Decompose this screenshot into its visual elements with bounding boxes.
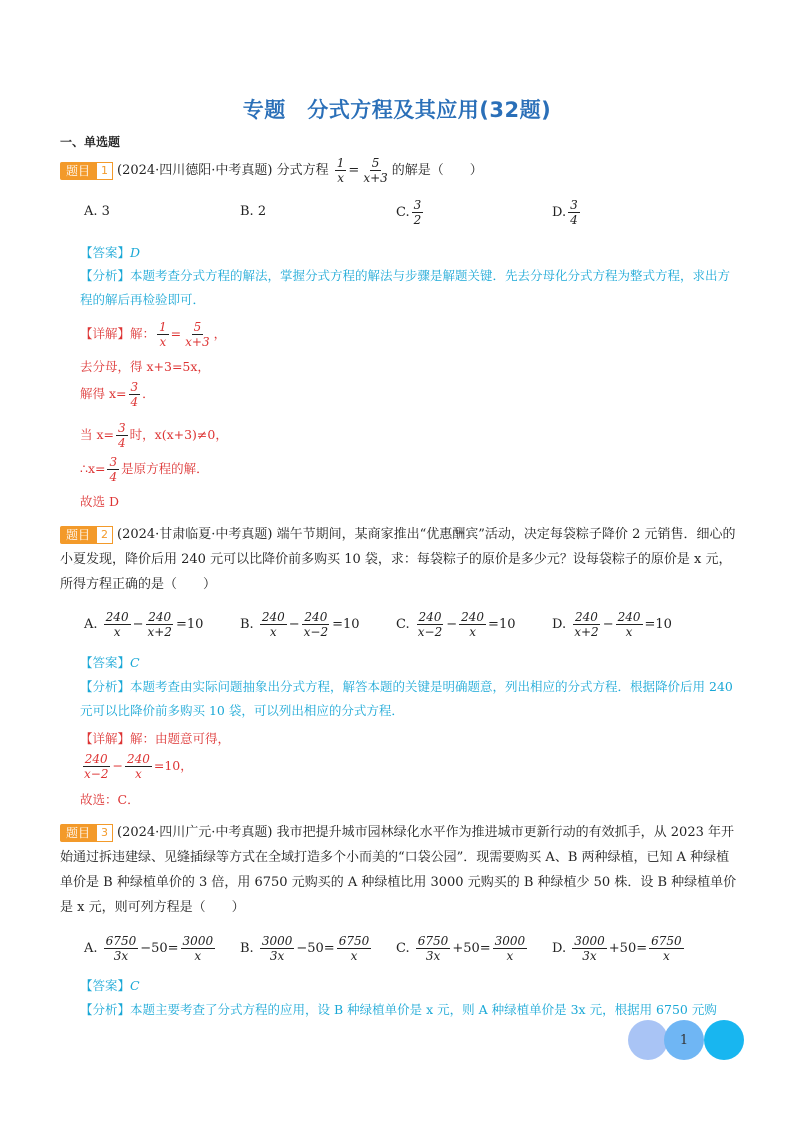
question-1-analysis: 【分析】本题考查分式方程的解法，掌握分式方程的解法与步骤是解题关键．先去分母化分式方程为整式方程，求出方程的解后再检验即可．	[80, 268, 731, 307]
question-2-stem	[60, 522, 740, 597]
fraction: $\frac{1}{x}$	[336, 156, 345, 185]
option-b[interactable]: B. $\frac{240}{x}$ − $\frac{240}{x-2}$ =10	[240, 610, 360, 639]
question-2-detail-line1: 【详解】解：由题意可得，	[80, 731, 231, 746]
question-number: 1	[96, 162, 113, 180]
page-number: 1	[664, 1020, 704, 1060]
question-2-answer: 【答案】C	[80, 655, 140, 670]
stem-text: (2024·四川广元·中考真题) 我市把提升城市园林绿化水平作为推进城市更新行动的有效抓手，从 2023 年开始通过拆违建绿、见缝插绿等方式在全域打造多个小而美的“口袋公园”．现需要购买 A、B 两种绿植，已知 A 种绿植单价是 B 种绿植单价的 3 倍，用 6750 元购买的 A 种绿植比用 3000 元购买的 B 种绿植少 50 株．设 B 种绿植单价是 x 元，则可列方程是（ ）	[60, 825, 737, 915]
question-2-analysis: 【分析】本题考查由实际问题抽象出分式方程，解答本题的关键是明确题意，列出相应的分式方程．根据降价后用 240 元可以比降价前多购买 10 袋，可以列出相应的分式方程．	[80, 679, 733, 718]
question-1-detail-line1: 【详解】解： $\frac{1}{x}$ = $\frac{5}{x+3}$ ，	[80, 320, 227, 349]
question-3-stem	[60, 820, 740, 920]
fraction: $\frac{5}{x+3}$	[363, 156, 388, 185]
question-3-analysis: 【分析】本题主要考查了分式方程的应用，设 B 种绿植单价是 x 元，则 A 种绿植单价是 3x 元，根据用 6750 元购	[80, 1002, 717, 1017]
question-badge: 题目	[60, 526, 96, 544]
page-title: 专题 分式方程及其应用(32题)	[242, 98, 552, 122]
question-number: 3	[96, 824, 113, 842]
question-badge: 题目	[60, 162, 96, 180]
question-1-detail-line4: 当 x= $\frac{3}{4}$ 时，x(x+3)≠0，	[80, 421, 228, 450]
stem-text: (2024·四川德阳·中考真题) 分式方程	[117, 163, 329, 178]
option-b[interactable]: B. 2	[240, 204, 267, 219]
question-2-detail-line3: 故选：C．	[80, 792, 140, 807]
option-a[interactable]: A. $\frac{6750}{3x}$ −50= $\frac{3000}{x}$	[84, 934, 214, 963]
question-1-stem: 题目 1 (2024·四川德阳·中考真题) 分式方程 $\frac{1}{x}$ = $\frac{5}{x+3}$ 的解是（ ）	[60, 156, 740, 185]
option-c[interactable]: C. $\frac{240}{x-2}$ − $\frac{240}{x}$ =10	[396, 610, 516, 639]
question-1-detail-line2: 去分母，得 x+3=5x，	[80, 359, 210, 374]
question-number: 2	[96, 526, 113, 544]
section-heading: 一、单选题	[60, 135, 121, 149]
option-b[interactable]: B. $\frac{3000}{3x}$ −50= $\frac{6750}{x}$	[240, 934, 370, 963]
question-1-detail-line6: 故选 D	[80, 494, 119, 509]
decorative-circle	[704, 1020, 744, 1060]
question-2-detail-line2: $\frac{240}{x-2}$ − $\frac{240}{x}$ =10，	[84, 752, 193, 781]
question-1-detail-line3: 解得 x= $\frac{3}{4}$ ．	[80, 380, 155, 409]
page-number-badge	[628, 1020, 748, 1060]
question-1-answer: 【答案】D	[80, 245, 141, 260]
question-3-answer: 【答案】C	[80, 978, 140, 993]
decorative-circle	[628, 1020, 668, 1060]
question-badge: 题目	[60, 824, 96, 842]
option-d[interactable]: D. $\frac{3000}{3x}$ +50= $\frac{6750}{x}$	[552, 934, 682, 963]
option-a[interactable]: A. 3	[84, 204, 110, 219]
option-a[interactable]: A. $\frac{240}{x}$ − $\frac{240}{x+2}$ =10	[84, 610, 204, 639]
option-d[interactable]: D. $\frac{3}{4}$	[552, 198, 578, 227]
stem-text: (2024·甘肃临夏·中考真题) 端午节期间，某商家推出“优惠酬宾”活动，决定每袋粽子降价 2 元销售．细心的小夏发现，降价后用 240 元可以比降价前多购买 10 袋，求：每袋粽子的原价是多少元？设每袋粽子的原价是 x 元，所得方程正确的是（ ）	[60, 527, 736, 592]
option-c[interactable]: C. $\frac{3}{2}$	[396, 198, 422, 227]
option-d[interactable]: D. $\frac{240}{x+2}$ − $\frac{240}{x}$ =10	[552, 610, 672, 639]
option-c[interactable]: C. $\frac{6750}{3x}$ +50= $\frac{3000}{x}$	[396, 934, 526, 963]
stem-text: 的解是（ ）	[391, 163, 483, 178]
question-1-detail-line5: ∴x= $\frac{3}{4}$ 是原方程的解．	[80, 455, 209, 484]
